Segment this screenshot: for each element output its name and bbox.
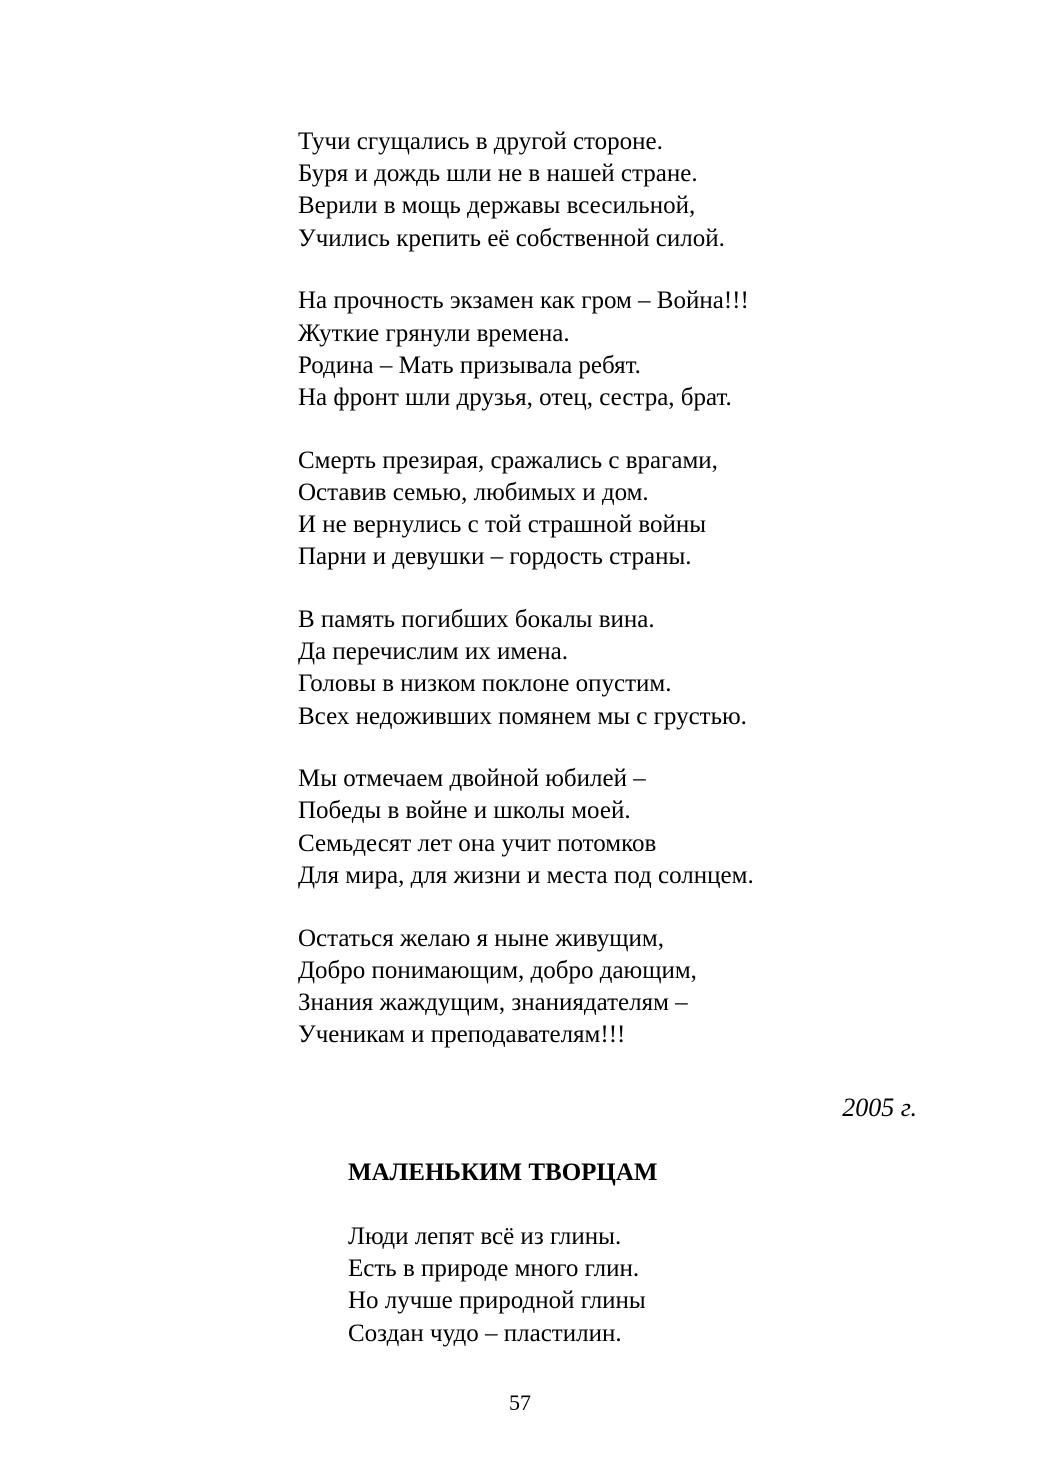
poem-line: Тучи сгущались в другой стороне.	[298, 128, 663, 155]
stanza	[298, 604, 938, 733]
poem-line: Головы в низком поклоне опустим.	[298, 670, 672, 698]
stanza	[298, 126, 938, 255]
stanza	[298, 285, 938, 414]
stanza	[298, 923, 938, 1052]
poem-line: Но лучше природной глины	[348, 1287, 646, 1315]
poem-line: Ученикам и преподавателям!!!	[298, 1021, 626, 1049]
poem-line: Родина – Мать призывала ребят.	[298, 351, 641, 379]
poem-line: Учились крепить её собственной силой.	[298, 224, 725, 252]
poem-title: МАЛЕНЬКИМ ТВОРЦАМ	[348, 1159, 658, 1186]
page-number: 57	[509, 1390, 531, 1415]
stanza	[298, 445, 938, 574]
poem-line: На прочность экзамен как гром – Война!!!	[298, 287, 749, 315]
poem-line: В память погибших бокалы вина.	[298, 605, 655, 633]
poem-line: Смерть презирая, сражались с врагами,	[298, 446, 718, 474]
poem-line: Верили в мощь державы всесильной,	[298, 192, 696, 220]
stanza	[298, 763, 938, 892]
poem-line: Победы в войне и школы моей.	[298, 797, 631, 825]
poem-line: Парни и девушки – гордость страны.	[298, 543, 692, 571]
poem-line: Создан чудо – пластилин.	[348, 1319, 622, 1347]
poem-line: Остаться желаю я ныне живущим,	[298, 924, 664, 952]
poem-line: Знания жаждущим, знаниядателям –	[298, 988, 688, 1016]
poem-line: И не вернулись с той страшной войны	[298, 511, 707, 539]
poem-date: 2005 г.	[842, 1093, 917, 1122]
poem-body	[348, 1221, 908, 1350]
poem-line: Буря и дождь шли не в нашей стране.	[298, 160, 698, 188]
poem-line: Семьдесят лет она учит потомков	[298, 829, 657, 857]
poem-line: На фронт шли друзья, отец, сестра, брат.	[298, 383, 732, 411]
poem-line: Жуткие грянули времена.	[298, 319, 570, 347]
poem-line: Для мира, для жизни и места под солнцем.	[298, 861, 754, 889]
poem-line: Есть в природе много глин.	[348, 1255, 640, 1283]
poem-line: Люди лепят всё из глины.	[348, 1223, 622, 1250]
poem-line: Всех недоживших помянем мы с грустью.	[298, 702, 747, 730]
poem-line: Да перечислим их имена.	[298, 638, 568, 666]
poem-line: Оставив семью, любимых и дом.	[298, 478, 649, 506]
poem-line: Мы отмечаем двойной юбилей –	[298, 765, 646, 793]
poem-body	[298, 126, 938, 1082]
poem-line: Добро понимающим, добро дающим,	[298, 956, 697, 984]
